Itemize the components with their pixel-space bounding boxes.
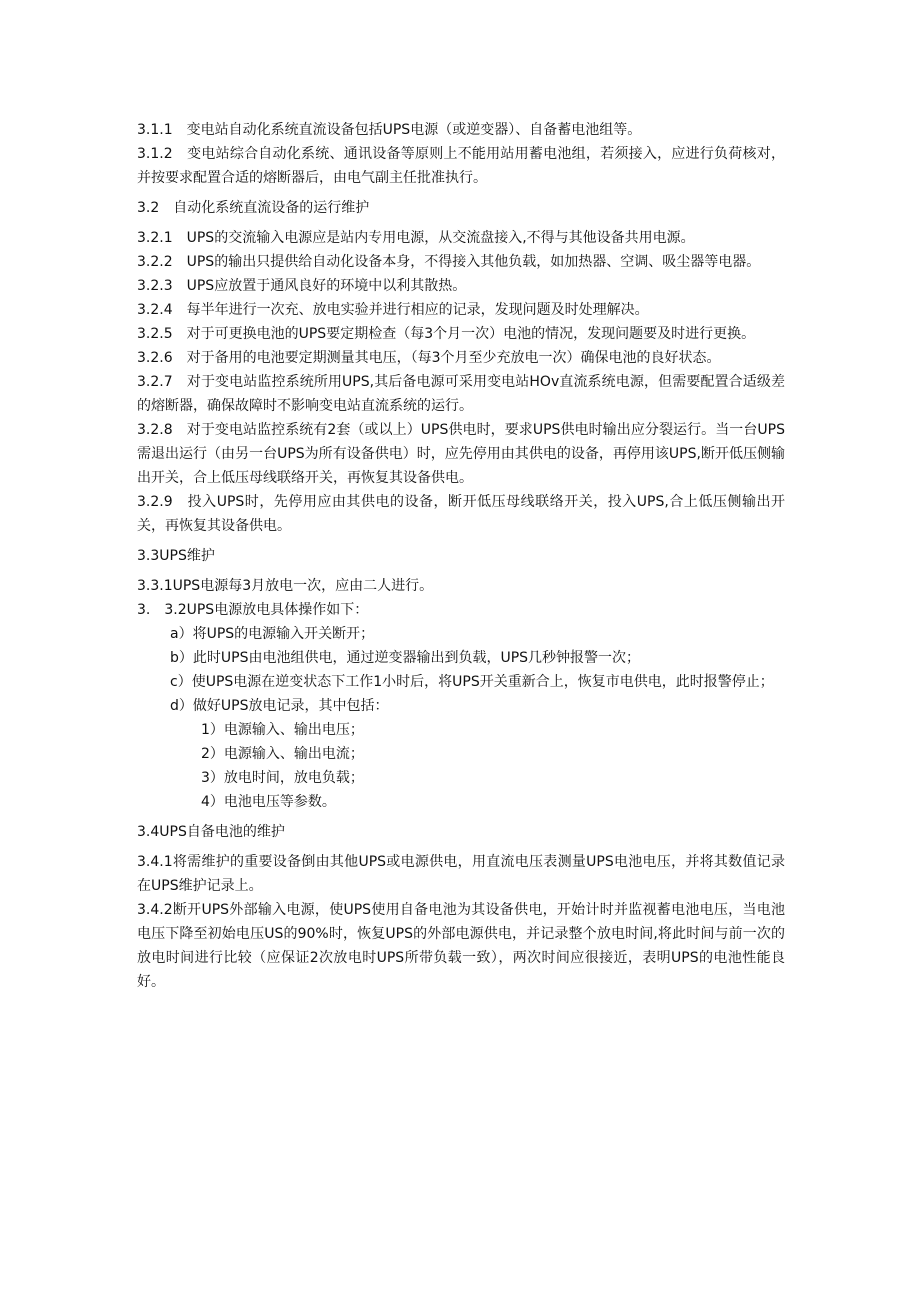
step-d: d）做好UPS放电记录，其中包括： (170, 698, 389, 714)
heading-3-4: 3.4UPS自备电池的维护 (137, 824, 285, 840)
clause-3-3-2: 3. 3.2UPS电源放电具体操作如下： (137, 602, 369, 618)
clause-3-1-1: 3.1.1 变电站自动化系统直流设备包括UPS电源（或逆变器）、自备蓄电池组等。 (137, 122, 642, 138)
clause-3-1-2: 3.1.2 变电站综合自动化系统、通讯设备等原则上不能用站用蓄电池组，若须接入，应进行负荷核对，并按要求配置合适的熔断器后，由电气副主任批准执行。 (137, 146, 785, 186)
clause-3-4-1: 3.4.1将需维护的重要设备倒由其他UPS或电源供电，用直流电压表测量UPS电池电压，并将其数值记录在UPS维护记录上。 (137, 854, 785, 894)
heading-3-2: 3.2 自动化系统直流设备的运行维护 (137, 200, 370, 216)
clause-3-2-5: 3.2.5 对于可更换电池的UPS要定期检查（每3个月一次）电池的情况，发现问题要及时进行更换。 (137, 326, 756, 342)
step-a: a）将UPS的电源输入开关断开； (170, 626, 375, 642)
clause-3-3-1: 3.3.1UPS电源每3月放电一次，应由二人进行。 (137, 578, 434, 594)
clause-3-2-2: 3.2.2 UPS的输出只提供给自动化设备本身，不得接入其他负载，如加热器、空调、吸尘器等电器。 (137, 254, 761, 270)
record-item-2: 2）电源输入、输出电流； (201, 746, 364, 762)
clause-3-2-3: 3.2.3 UPS应放置于通风良好的环境中以利其散热。 (137, 278, 467, 294)
step-b: b）此时UPS由电池组供电，通过逆变器输出到负载，UPS几秒钟报警一次； (170, 650, 641, 666)
clause-3-4-2: 3.4.2断开UPS外部输入电源，使UPS使用自备电池为其设备供电，开始计时并监视蓄电池电压，当电池电压下降至初始电压US的90%时，恢复UPS的外部电源供电，并记录整个放电时间,将此时间与前一次的放电时间进行比较（应保证2次放电时UPS所带负载一致），两次时间应很接近，表明UPS的电池性能良好。 (137, 902, 785, 990)
clause-3-2-7: 3.2.7 对于变电站监控系统所用UPS,其后备电源可采用变电站HOv直流系统电源，但需要配置合适级差的熔断器，确保故障时不影响变电站直流系统的运行。 (137, 374, 785, 414)
heading-3-3: 3.3UPS维护 (137, 548, 215, 564)
clause-3-2-1: 3.2.1 UPS的交流输入电源应是站内专用电源，从交流盘接入,不得与其他设备共用电源。 (137, 230, 695, 246)
clause-3-2-6: 3.2.6 对于备用的电池要定期测量其电压，（每3个月至少充放电一次）确保电池的良好状态。 (137, 350, 721, 366)
clause-3-2-9: 3.2.9 投入UPS时，先停用应由其供电的设备，断开低压母线联络开关，投入UPS,合上低压侧输出开关，再恢复其设备供电。 (137, 494, 785, 534)
record-item-4: 4）电池电压等参数。 (201, 794, 336, 810)
step-c: c）使UPS电源在逆变状态下工作1小时后，将UPS开关重新合上，恢复市电供电，此时报警停止； (170, 674, 774, 690)
record-item-1: 1）电源输入、输出电压； (201, 722, 364, 738)
clause-3-2-4: 3.2.4 每半年进行一次充、放电实验并进行相应的记录，发现问题及时处理解决。 (137, 302, 649, 318)
record-item-3: 3）放电时间，放电负载； (201, 770, 364, 786)
document-body (137, 118, 785, 994)
clause-3-2-8: 3.2.8 对于变电站监控系统有2套（或以上）UPS供电时，要求UPS供电时输出应分裂运行。当一台UPS需退出运行（由另一台UPS为所有设备供电）时，应先停用由其供电的设备，再停用该UPS,断开低压侧输出开关，合上低压母线联络开关，再恢复其设备供电。 (137, 422, 785, 486)
